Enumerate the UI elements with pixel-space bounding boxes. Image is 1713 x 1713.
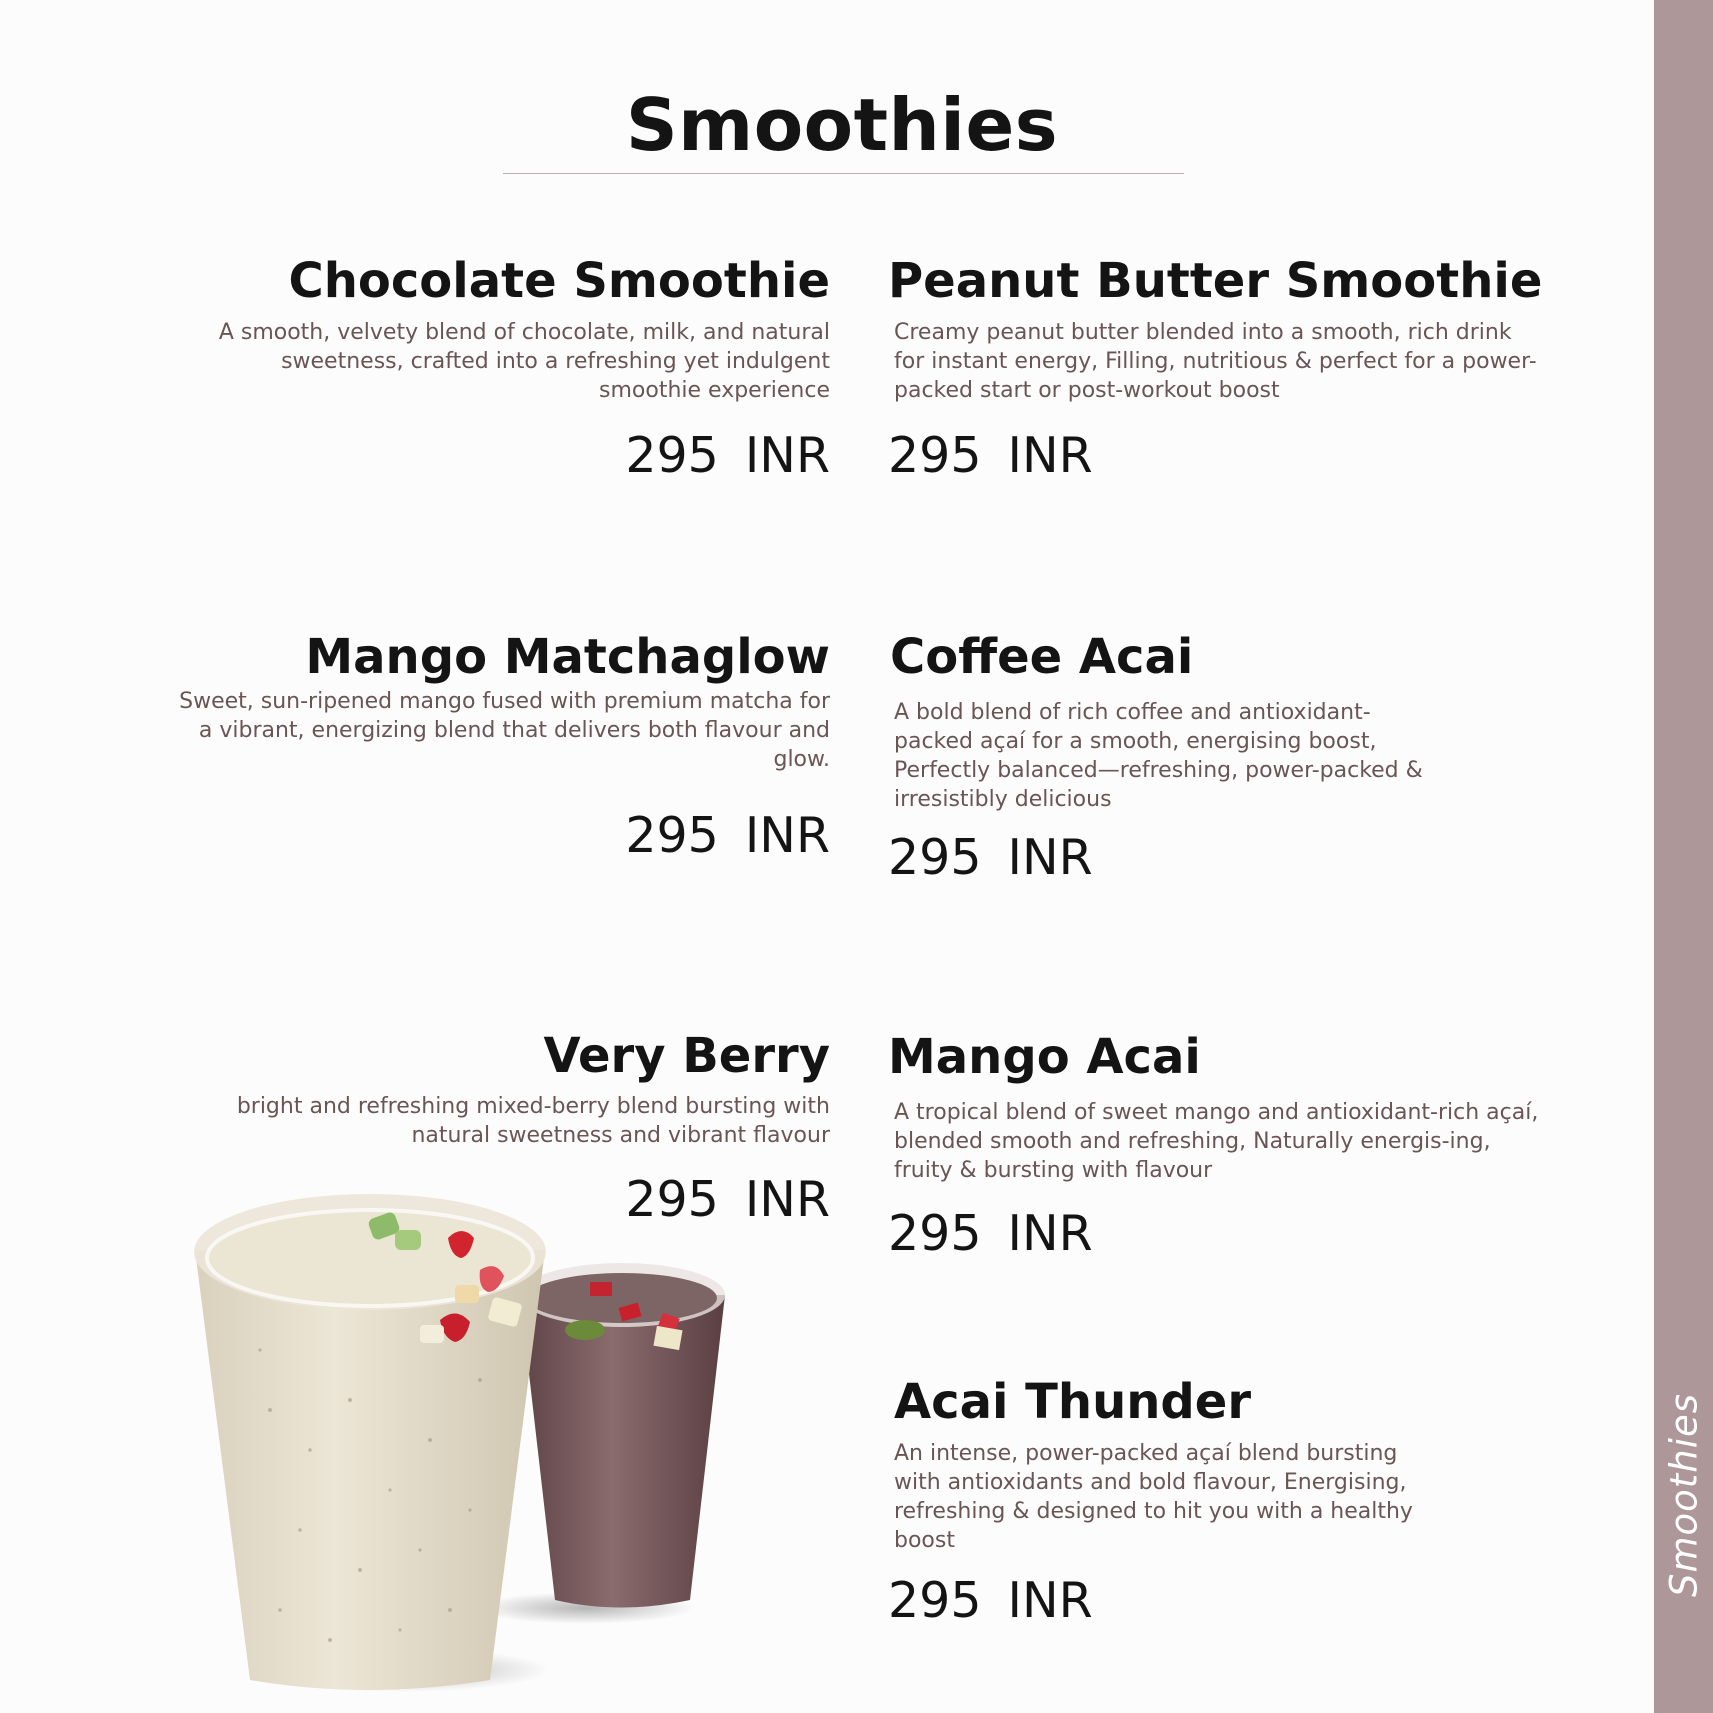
side-tab-label: Smoothies [1662,1392,1706,1598]
item-description: Creamy peanut butter blended into a smooth, rich drink for instant energy, Filling, nutritious & perfect for a power-packed start or post-workout boost [894,320,1537,403]
item-description: A smooth, velvety blend of chocolate, milk, and natural sweetness, crafted into a refreshing yet indulgent smoothie experience [218,320,830,403]
item-price [888,426,1548,486]
price-amount: 295 [625,1171,719,1228]
item-description: A tropical blend of sweet mango and antioxidant-rich açaí, blended smooth and refreshing, Naturally energis-ing, fruity & bursting with flavour [894,1100,1539,1183]
item-description: An intense, power-packed açaí blend bursting with antioxidants and bold flavour, Energising, refreshing & designed to hit you with a healthy boost [894,1441,1413,1553]
item-name: Mango Acai [888,1029,1201,1085]
item-price [170,426,830,486]
menu-item-peanut-butter-smoothie [888,250,1548,486]
item-price [888,1571,1554,1631]
title-divider [503,173,1184,174]
price-currency: INR [744,807,830,864]
price-currency: INR [744,427,830,484]
item-description: A bold blend of rich coffee and antioxidant-packed açaí for a smooth, energising boost, Perfectly balanced—refreshing, power-packed & irresistibly delicious [894,700,1423,812]
item-price [170,806,830,866]
price-amount: 295 [888,1572,982,1629]
item-price [888,828,1550,888]
item-description: Sweet, sun-ripened mango fused with premium matcha for a vibrant, energizing blend that delivers both flavour and glow. [179,689,830,772]
price-currency: INR [1007,829,1093,886]
price-amount: 295 [888,829,982,886]
price-amount: 295 [888,427,982,484]
item-description: bright and refreshing mixed-berry blend bursting with natural sweetness and vibrant flavour [236,1094,830,1148]
price-currency: INR [1007,1205,1093,1262]
menu-item-acai-thunder [888,1371,1554,1631]
price-currency: INR [1007,1572,1093,1629]
item-name: Peanut Butter Smoothie [888,253,1543,309]
item-name: Coffee Acai [890,629,1194,685]
price-currency: INR [744,1171,830,1228]
price-amount: 295 [888,1205,982,1262]
price-amount: 295 [625,807,719,864]
smoothie-cups-photo [190,1190,750,1710]
page-title: Smoothies [625,83,1059,167]
item-name: Chocolate Smoothie [288,253,830,309]
item-name: Mango Matchaglow [305,629,830,685]
item-name: Acai Thunder [894,1374,1251,1430]
menu-item-chocolate-smoothie [170,250,830,486]
item-price [888,1204,1548,1264]
price-currency: INR [1007,427,1093,484]
menu-item-coffee-acai [890,626,1550,888]
item-name: Very Berry [543,1028,830,1084]
menu-item-mango-matchaglow [170,626,830,866]
price-amount: 295 [625,427,719,484]
menu-item-mango-acai [888,1026,1548,1264]
